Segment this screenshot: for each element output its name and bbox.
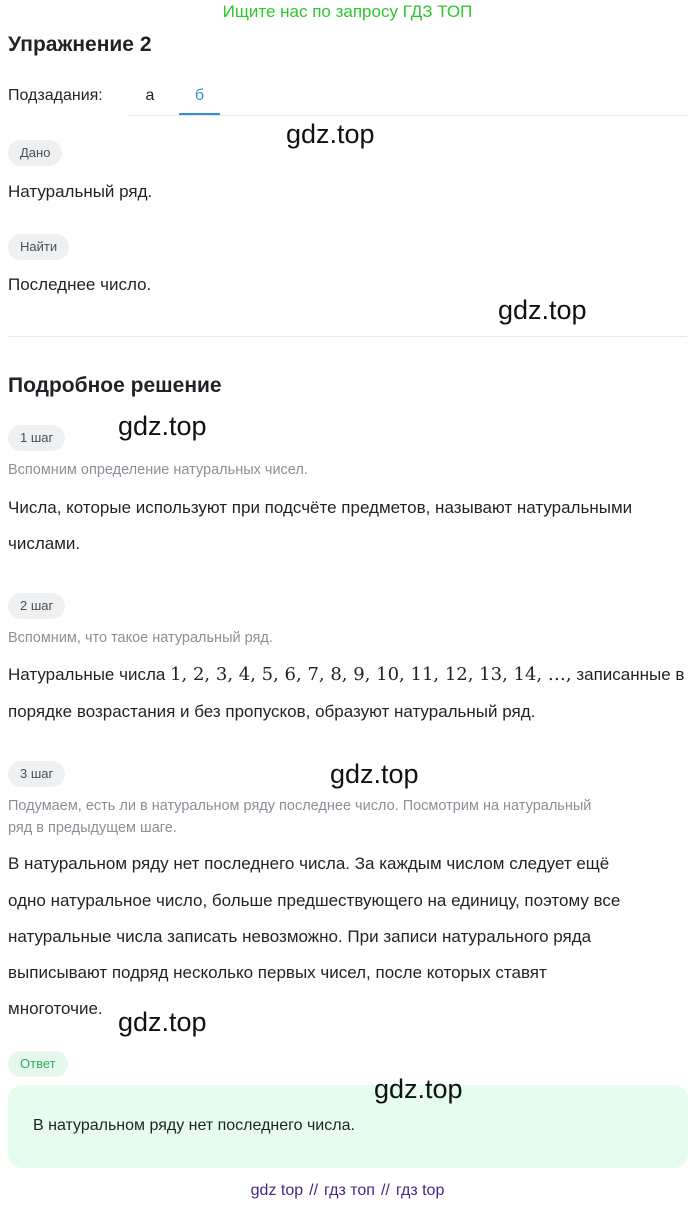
watermark: gdz.top [330, 759, 419, 789]
step-2-text-line: порядке возрастания и без пропусков, образуют натуральный ряд. [8, 702, 536, 721]
step-1-hint: Вспомним определение натуральных чисел. [8, 462, 308, 478]
step-3-text-line: натуральные числа записать невозможно. При записи натурального ряда [8, 927, 592, 946]
promo-banner: Ищите нас по запросу ГДЗ ТОП [222, 2, 473, 21]
footer-separator: // [380, 1182, 390, 1199]
step-2-chip: 2 шаг [8, 593, 65, 619]
step-1-text-line: Числа, которые используют при подсчёте предметов, называют натуральными [8, 498, 633, 517]
step-3-text-line: выписывают подряд несколько первых чисел, после которых ставят [8, 963, 547, 982]
footer-links [0, 1180, 695, 1202]
footer-link-gdz-top-ru[interactable]: гдз топ [324, 1182, 375, 1199]
step-1-chip: 1 шаг [8, 425, 65, 451]
natural-numbers-formula: 1, 2, 3, 4, 5, 6, 7, 8, 9, 10, 11, 12, 13, 14, …, [170, 664, 572, 685]
answer-chip: Ответ [8, 1051, 68, 1077]
step-2-suffix: записанные в [571, 665, 685, 684]
watermark: gdz.top [286, 119, 375, 149]
page-title: Упражнение 2 [8, 33, 152, 56]
step-2-text-line [8, 657, 688, 693]
step-3-chip: 3 шаг [8, 761, 65, 787]
active-tab-indicator [179, 113, 220, 115]
watermark: gdz.top [118, 1007, 207, 1037]
step-3-hint-line: Подумаем, есть ли в натуральном ряду последнее число. Посмотрим на натуральный [8, 798, 592, 814]
step-1-text-line: числами. [8, 534, 81, 553]
footer-separator: // [309, 1182, 319, 1199]
watermark: gdz.top [118, 411, 207, 441]
subtask-tab-b[interactable]: б [194, 87, 205, 104]
solution-heading: Подробное решение [8, 374, 222, 397]
step-2-hint: Вспомним, что такое натуральный ряд. [8, 630, 273, 646]
watermark: gdz.top [374, 1074, 463, 1104]
subtask-tab-a[interactable]: а [145, 87, 155, 104]
footer-link-gdz-top-mixed[interactable]: гдз top [395, 1182, 445, 1199]
step-3-text-line: одно натуральное число, больше предшествующего на единицу, поэтому все [8, 891, 621, 910]
find-chip: Найти [8, 234, 69, 260]
find-text: Последнее число. [8, 275, 152, 294]
step-3-text-line: многоточие. [8, 999, 103, 1018]
watermark: gdz.top [498, 295, 587, 325]
subtasks-label: Подзадания: [8, 87, 103, 104]
footer-link-gdz-top[interactable]: gdz top [250, 1182, 304, 1199]
step-3-hint-line: ряд в предыдущем шаге. [8, 820, 177, 836]
step-2-prefix: Натуральные числа [8, 665, 171, 684]
given-chip: Дано [8, 140, 62, 166]
section-divider [8, 336, 687, 337]
answer-text: В натуральном ряду нет последнего числа. [33, 1117, 355, 1134]
step-3-text-line: В натуральном ряду нет последнего числа. За каждым числом следует ещё [8, 854, 610, 873]
given-text: Натуральный ряд. [8, 182, 153, 201]
